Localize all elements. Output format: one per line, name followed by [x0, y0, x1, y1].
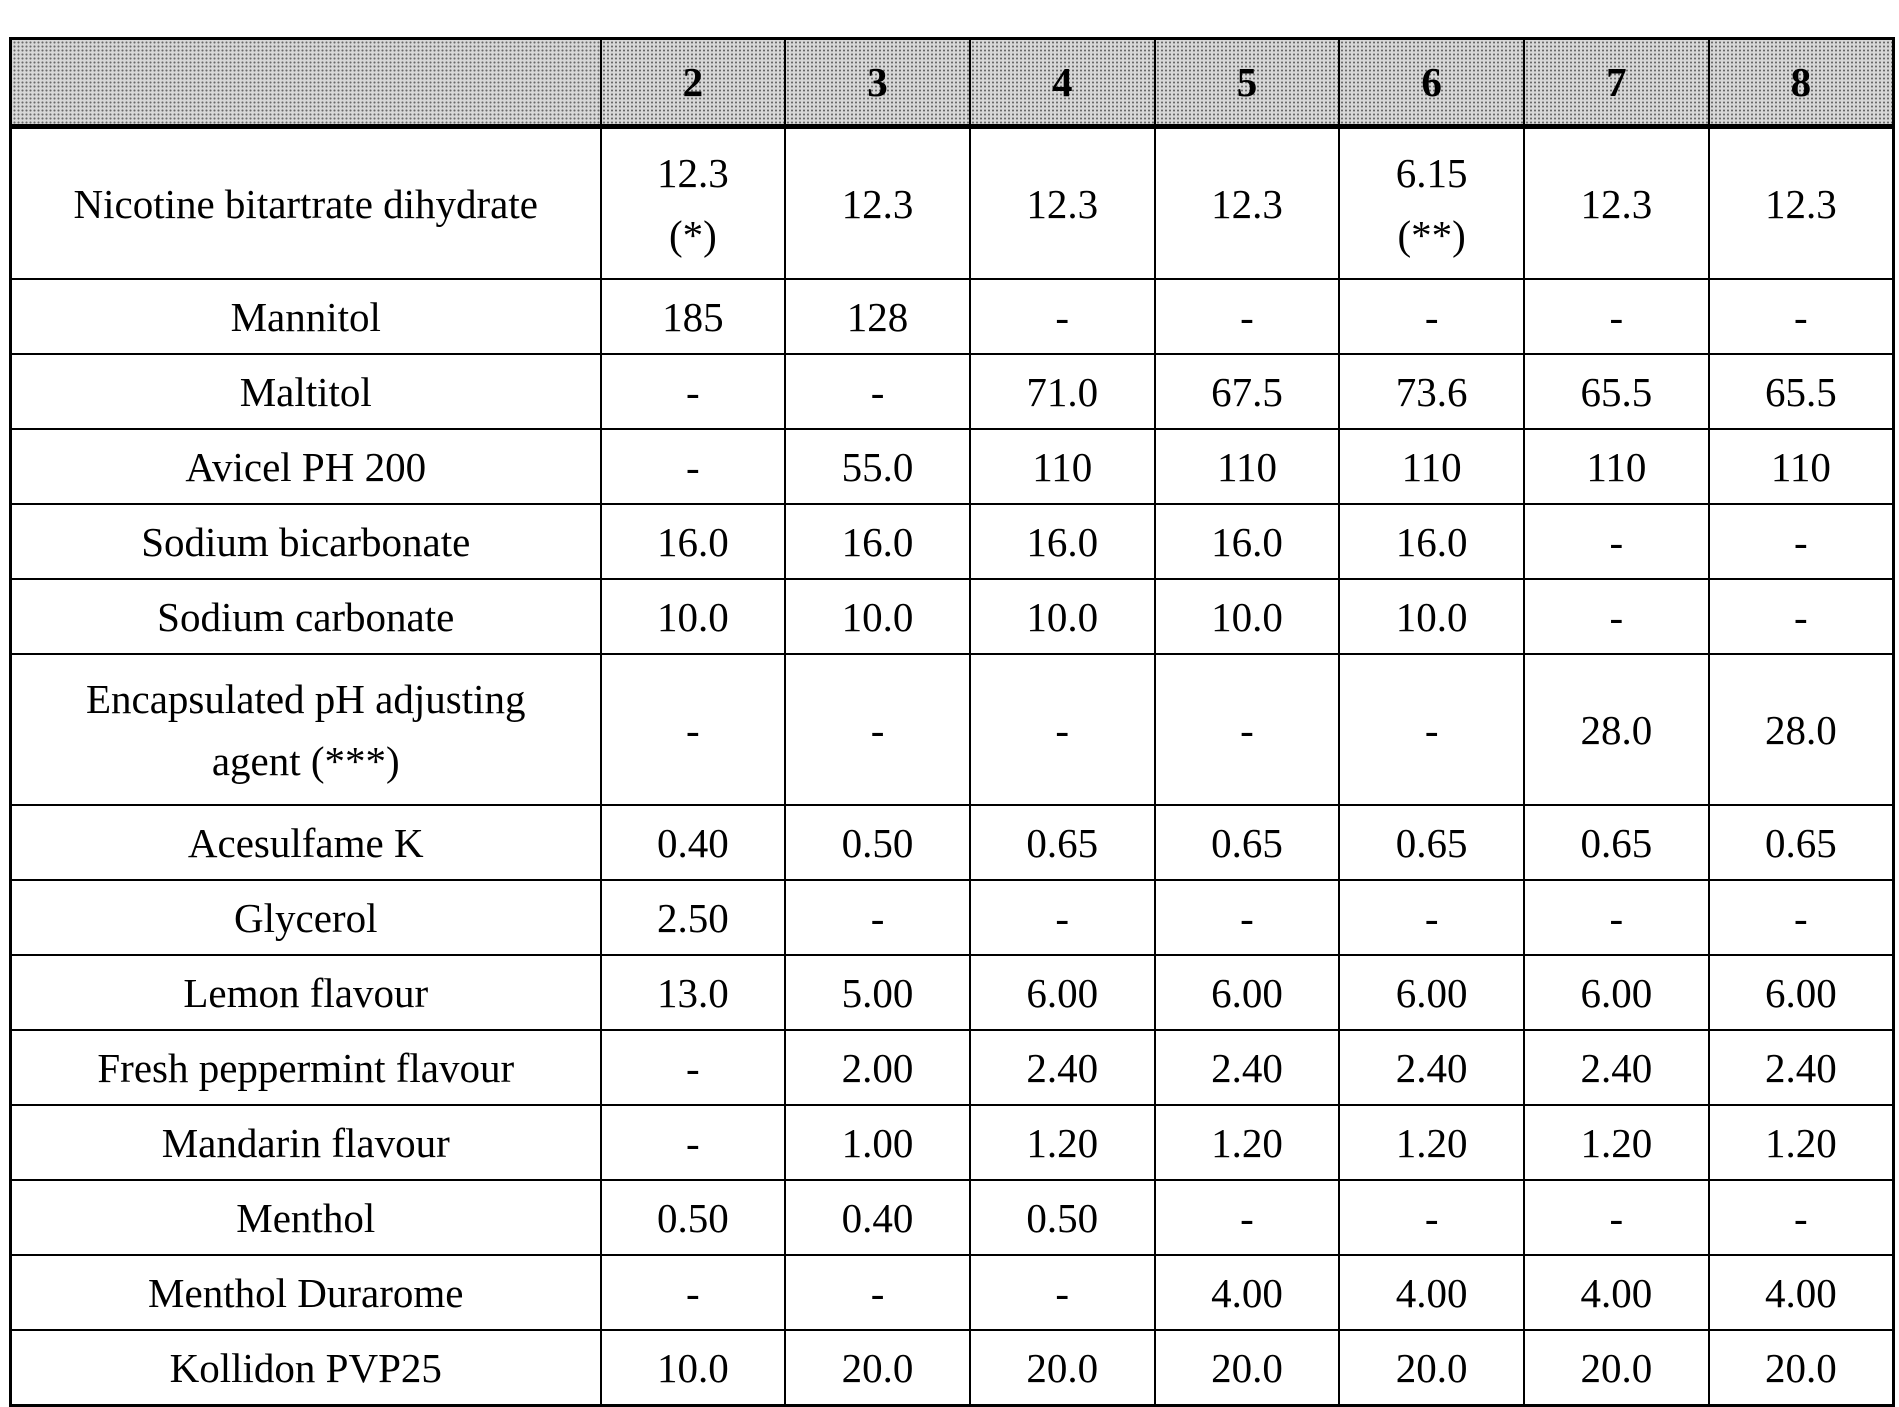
value-cell: 10.0 [601, 1330, 786, 1406]
ingredient-name-cell: Sodium bicarbonate [11, 504, 601, 579]
value-cell: 12.3 [1709, 127, 1894, 280]
value-cell: - [1709, 1180, 1894, 1255]
value-cell: - [1709, 504, 1894, 579]
value-cell: 128 [785, 279, 970, 354]
column-header-7: 7 [1524, 39, 1709, 127]
value-cell: 6.00 [1709, 955, 1894, 1030]
table-body [11, 127, 1894, 1406]
value-cell: 2.00 [785, 1030, 970, 1105]
value-cell: 4.00 [1524, 1255, 1709, 1330]
table-row [11, 1255, 1894, 1330]
value-cell: 2.40 [970, 1030, 1155, 1105]
value-cell: 16.0 [785, 504, 970, 579]
table-row [11, 579, 1894, 654]
value-cell: 1.20 [1155, 1105, 1340, 1180]
value-cell: 0.50 [785, 805, 970, 880]
value-cell: 12.3 [1155, 127, 1340, 280]
table-row [11, 880, 1894, 955]
value-cell: 4.00 [1709, 1255, 1894, 1330]
value-cell: - [970, 1255, 1155, 1330]
ingredient-name-cell: Sodium carbonate [11, 579, 601, 654]
value-cell: 12.3 [785, 127, 970, 280]
table-row [11, 504, 1894, 579]
value-cell: - [1155, 1180, 1340, 1255]
value-cell: 16.0 [1339, 504, 1524, 579]
value-cell: 2.50 [601, 880, 786, 955]
value-cell: 67.5 [1155, 354, 1340, 429]
ingredient-name-cell: Mandarin flavour [11, 1105, 601, 1180]
value-cell: 28.0 [1709, 654, 1894, 805]
ingredient-name-cell: Lemon flavour [11, 955, 601, 1030]
value-cell: 65.5 [1709, 354, 1894, 429]
value-cell: 10.0 [1155, 579, 1340, 654]
value-cell: - [1709, 880, 1894, 955]
table-row [11, 127, 1894, 280]
ingredient-name-cell: Glycerol [11, 880, 601, 955]
value-cell: 71.0 [970, 354, 1155, 429]
value-cell: 20.0 [1155, 1330, 1340, 1406]
value-cell: 2.40 [1339, 1030, 1524, 1105]
value-cell: 13.0 [601, 955, 786, 1030]
value-cell: 16.0 [970, 504, 1155, 579]
value-cell: 20.0 [785, 1330, 970, 1406]
ingredient-name-cell: Encapsulated pH adjusting agent (***) [11, 654, 601, 805]
value-cell: 6.00 [970, 955, 1155, 1030]
value-cell: 1.20 [1709, 1105, 1894, 1180]
value-cell: 6.00 [1155, 955, 1340, 1030]
value-cell: - [1339, 1180, 1524, 1255]
value-cell: 12.3 [1524, 127, 1709, 280]
value-cell: 0.65 [970, 805, 1155, 880]
value-cell: 4.00 [1155, 1255, 1340, 1330]
column-header-8: 8 [1709, 39, 1894, 127]
ingredient-name-cell: Fresh peppermint flavour [11, 1030, 601, 1105]
table-row [11, 654, 1894, 805]
header-row [11, 39, 1894, 127]
column-header-3: 3 [785, 39, 970, 127]
value-cell: 20.0 [1709, 1330, 1894, 1406]
ingredient-name-cell: Menthol [11, 1180, 601, 1255]
value-cell: - [785, 1255, 970, 1330]
value-cell: - [601, 354, 786, 429]
table-row [11, 279, 1894, 354]
value-cell: 0.65 [1155, 805, 1340, 880]
value-cell: 1.20 [1339, 1105, 1524, 1180]
value-cell: 2.40 [1524, 1030, 1709, 1105]
value-cell: 2.40 [1709, 1030, 1894, 1105]
value-cell: - [1709, 279, 1894, 354]
value-cell: - [1709, 579, 1894, 654]
value-cell: - [601, 429, 786, 504]
value-cell: 0.50 [970, 1180, 1155, 1255]
value-cell: 110 [970, 429, 1155, 504]
value-cell: 6.00 [1339, 955, 1524, 1030]
ingredient-name-cell: Menthol Durarome [11, 1255, 601, 1330]
value-cell: 2.40 [1155, 1030, 1340, 1105]
value-cell: 16.0 [601, 504, 786, 579]
value-cell: 5.00 [785, 955, 970, 1030]
value-cell: 1.00 [785, 1105, 970, 1180]
value-cell: - [601, 1105, 786, 1180]
value-cell: - [1524, 880, 1709, 955]
value-cell: 110 [1524, 429, 1709, 504]
value-cell: - [1339, 654, 1524, 805]
ingredient-name-cell: Maltitol [11, 354, 601, 429]
header-corner-cell [11, 39, 601, 127]
table-row [11, 354, 1894, 429]
value-cell: 185 [601, 279, 786, 354]
value-cell: - [601, 1030, 786, 1105]
table-row [11, 1030, 1894, 1105]
value-cell: 1.20 [1524, 1105, 1709, 1180]
value-cell: 6.15 (**) [1339, 127, 1524, 280]
value-cell: - [1339, 880, 1524, 955]
value-cell: 12.3 [970, 127, 1155, 280]
value-cell: - [1155, 880, 1340, 955]
table-row [11, 805, 1894, 880]
value-cell: 110 [1339, 429, 1524, 504]
value-cell: 10.0 [601, 579, 786, 654]
ingredient-name-cell: Acesulfame K [11, 805, 601, 880]
value-cell: 6.00 [1524, 955, 1709, 1030]
table-row [11, 955, 1894, 1030]
value-cell: 0.50 [601, 1180, 786, 1255]
value-cell: - [1155, 279, 1340, 354]
value-cell: 110 [1155, 429, 1340, 504]
value-cell: 73.6 [1339, 354, 1524, 429]
value-cell: 28.0 [1524, 654, 1709, 805]
value-cell: - [785, 354, 970, 429]
value-cell: 0.40 [785, 1180, 970, 1255]
value-cell: - [1524, 579, 1709, 654]
table-row [11, 1180, 1894, 1255]
value-cell: - [785, 880, 970, 955]
value-cell: 10.0 [1339, 579, 1524, 654]
column-header-4: 4 [970, 39, 1155, 127]
value-cell: 1.20 [970, 1105, 1155, 1180]
value-cell: 0.40 [601, 805, 786, 880]
value-cell: - [601, 654, 786, 805]
value-cell: 0.65 [1339, 805, 1524, 880]
value-cell: 20.0 [1524, 1330, 1709, 1406]
value-cell: 16.0 [1155, 504, 1340, 579]
table-row [11, 429, 1894, 504]
formulation-table [9, 37, 1895, 1407]
table-row [11, 1105, 1894, 1180]
value-cell: 10.0 [970, 579, 1155, 654]
value-cell: 65.5 [1524, 354, 1709, 429]
ingredient-name-cell: Avicel PH 200 [11, 429, 601, 504]
value-cell: 110 [1709, 429, 1894, 504]
value-cell: - [970, 654, 1155, 805]
column-header-6: 6 [1339, 39, 1524, 127]
ingredient-name-cell: Mannitol [11, 279, 601, 354]
column-header-2: 2 [601, 39, 786, 127]
column-header-5: 5 [1155, 39, 1340, 127]
table-row [11, 1330, 1894, 1406]
value-cell: - [1155, 654, 1340, 805]
value-cell: 55.0 [785, 429, 970, 504]
value-cell: - [970, 880, 1155, 955]
value-cell: 0.65 [1524, 805, 1709, 880]
value-cell: 0.65 [1709, 805, 1894, 880]
value-cell: - [1339, 279, 1524, 354]
ingredient-name-cell: Kollidon PVP25 [11, 1330, 601, 1406]
value-cell: - [1524, 504, 1709, 579]
value-cell: 10.0 [785, 579, 970, 654]
value-cell: 20.0 [1339, 1330, 1524, 1406]
value-cell: - [1524, 1180, 1709, 1255]
ingredient-name-cell: Nicotine bitartrate dihydrate [11, 127, 601, 280]
value-cell: - [970, 279, 1155, 354]
value-cell: 20.0 [970, 1330, 1155, 1406]
value-cell: 12.3 (*) [601, 127, 786, 280]
value-cell: 4.00 [1339, 1255, 1524, 1330]
value-cell: - [1524, 279, 1709, 354]
value-cell: - [785, 654, 970, 805]
value-cell: - [601, 1255, 786, 1330]
